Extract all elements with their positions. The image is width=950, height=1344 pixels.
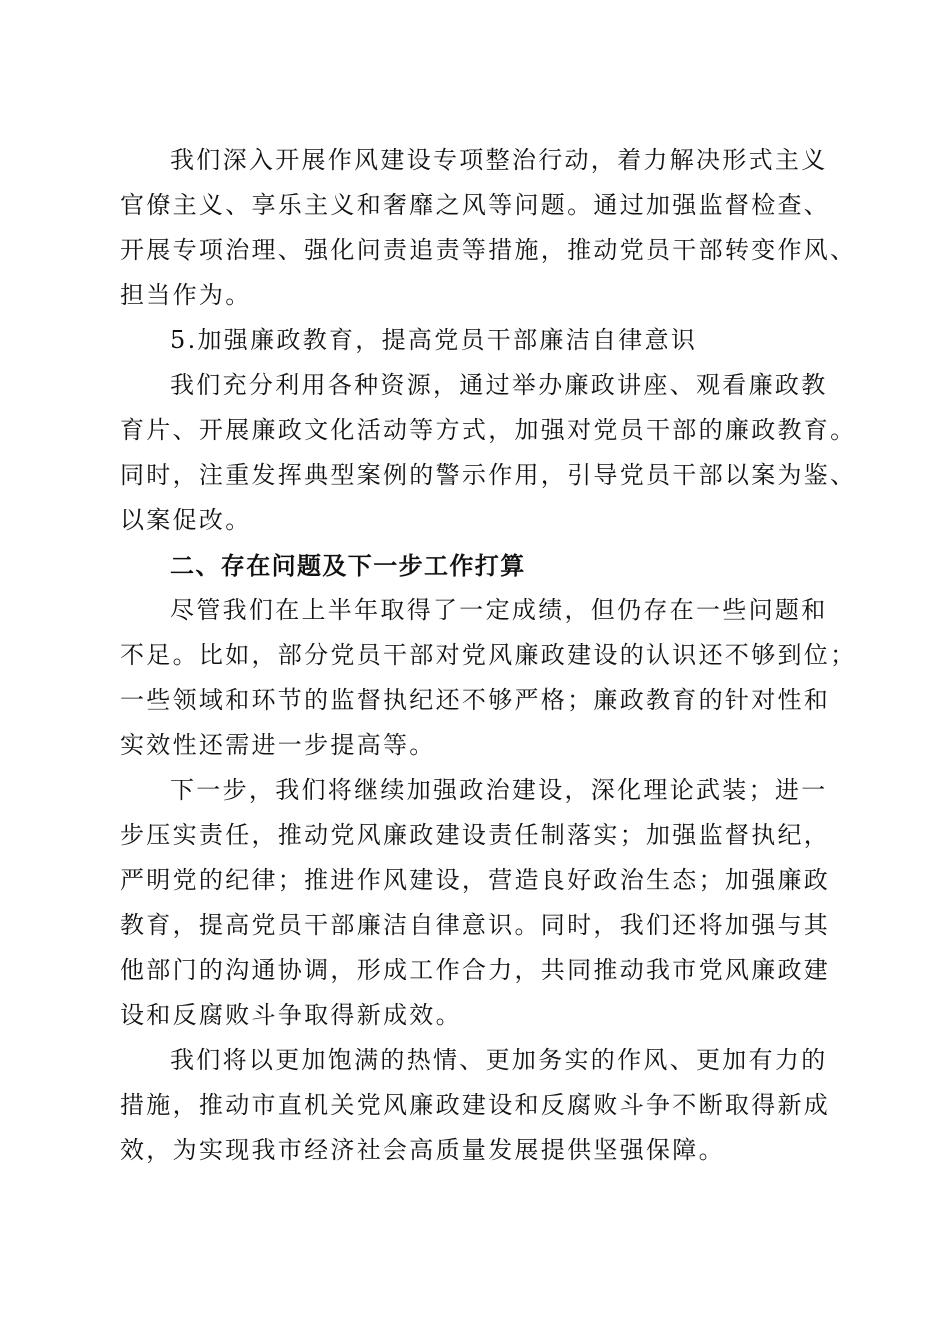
paragraph-line: 官僚主义、享乐主义和奢靡之风等问题。通过加强监督检查、 (120, 191, 831, 219)
paragraph-line: 他部门的沟通协调，形成工作合力，共同推动我市党风廉政建 (120, 956, 831, 984)
paragraph-line: 严明党的纪律；推进作风建设，营造良好政治生态；加强廉政 (120, 866, 831, 894)
paragraph-line: 我们深入开展作风建设专项整治行动，着力解决形式主义 (170, 146, 828, 174)
paragraph-line: 一些领域和环节的监督执纪还不够严格；廉政教育的针对性和 (120, 686, 831, 714)
paragraph-conclusion (120, 1038, 860, 1173)
paragraph-next-steps (120, 768, 860, 1038)
paragraph-line: 担当作为。 (120, 281, 252, 309)
paragraph-problems (120, 588, 860, 768)
paragraph-line: 教育，提高党员干部廉洁自律意识。同时，我们还将加强与其 (120, 911, 831, 939)
section-heading-problems (120, 543, 860, 588)
paragraph-line: 育片、开展廉政文化活动等方式，加强对党员干部的廉政教育。 (120, 416, 857, 444)
paragraph-line: 下一步，我们将继续加强政治建设，深化理论武装；进一 (170, 776, 828, 804)
paragraph-line: 措施，推动市直机关党风廉政建设和反腐败斗争不断取得新成 (120, 1091, 831, 1119)
document-body (120, 138, 860, 1173)
paragraph-line: 我们将以更加饱满的热情、更加务实的作风、更加有力的 (170, 1046, 828, 1074)
paragraph-line: 我们充分利用各种资源，通过举办廉政讲座、观看廉政教 (170, 371, 828, 399)
paragraph-line: 尽管我们在上半年取得了一定成绩，但仍存在一些问题和 (170, 596, 828, 624)
paragraph-line: 实效性还需进一步提高等。 (120, 731, 436, 759)
subheading-integrity-education (120, 318, 860, 363)
paragraph-line: 步压实责任，推动党风廉政建设责任制落实；加强监督执纪， (120, 821, 831, 849)
paragraph-line: 同时，注重发挥典型案例的警示作用，引导党员干部以案为鉴、 (120, 461, 857, 489)
subheading-text: 5.加强廉政教育，提高党员干部廉洁自律意识 (170, 326, 698, 354)
paragraph-integrity-education (120, 363, 860, 543)
paragraph-line: 效，为实现我市经济社会高质量发展提供坚强保障。 (120, 1136, 725, 1164)
paragraph-line: 不足。比如，部分党员干部对党风廉政建设的认识还不够到位； (120, 641, 857, 669)
paragraph-line: 开展专项治理、强化问责追责等措施，推动党员干部转变作风、 (120, 236, 857, 264)
section-heading-text: 二、存在问题及下一步工作打算 (170, 551, 526, 580)
paragraph-style-rectification (120, 138, 860, 318)
paragraph-line: 以案促改。 (120, 506, 252, 534)
paragraph-line: 设和反腐败斗争取得新成效。 (120, 1001, 462, 1029)
